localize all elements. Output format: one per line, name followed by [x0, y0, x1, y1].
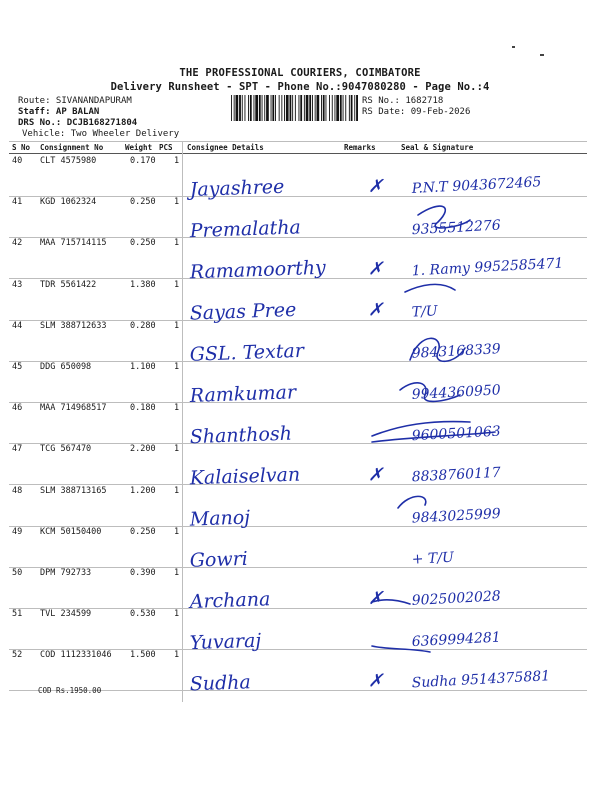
receiver-signature-phone: 9944360950	[411, 382, 502, 403]
row-sno: 49	[12, 526, 23, 537]
row-weight: 0.390	[130, 568, 156, 578]
receiver-signature-phone: T/U	[411, 303, 439, 321]
signature-scribble	[405, 284, 455, 292]
row-consignment-no: KGD 1062324	[40, 197, 97, 208]
receiver-signature-phone: Sudha 9514375881	[411, 668, 551, 692]
row-consignment-no: CLT 4575980	[40, 156, 97, 166]
drs-number: DRS No.: DCJB168271804	[18, 118, 138, 128]
route-label: Route: SIVANANDAPURAM	[18, 96, 132, 106]
row-pcs: 1	[174, 362, 180, 372]
row-consignment-no: SLM 388712633	[40, 320, 107, 331]
remark-mark: ✗	[368, 588, 384, 609]
col-pcs: PCS	[159, 143, 173, 152]
row-pcs: 1	[174, 238, 180, 249]
remark-mark: ✗	[368, 670, 384, 692]
row-weight: 1.380	[130, 279, 156, 290]
row-sno: 52	[12, 650, 23, 661]
col-remarks: Remarks	[344, 143, 376, 152]
remark-mark: ✗	[368, 176, 384, 197]
row-pcs: 1	[174, 609, 180, 620]
row-pcs: 1	[174, 526, 180, 537]
row-pcs: 1	[174, 444, 180, 455]
row-weight: 0.170	[130, 156, 156, 166]
rs-date: RS Date: 09-Feb-2026	[362, 107, 471, 117]
row-consignment-no: TDR 5561422	[40, 279, 97, 290]
receiver-signature-phone: P.N.T 9043672465	[411, 174, 542, 197]
runsheet-subtitle: Delivery Runsheet - SPT - Phone No.:9047080280 - Page No.:4	[110, 81, 490, 93]
col-seal-signature: Seal & Signature	[401, 143, 474, 152]
row-weight: 2.200	[130, 444, 156, 455]
row-sno: 43	[12, 279, 23, 290]
row-pcs: 1	[174, 156, 180, 166]
consignee-signature-name: Ramkumar	[189, 381, 297, 407]
receiver-signature-phone: 9843168339	[411, 341, 502, 362]
row-pcs: 1	[174, 485, 180, 496]
row-pcs: 1	[174, 403, 180, 414]
row-sno: 44	[12, 320, 23, 331]
signature-scribble	[398, 496, 426, 508]
row-consignment-no: TVL 234599	[40, 609, 92, 620]
remark-mark: ✗	[368, 464, 384, 486]
receiver-signature-phone: 9600501063	[411, 423, 502, 445]
row-sno: 41	[12, 197, 23, 208]
row-sno: 48	[12, 485, 23, 496]
remark-mark: ✗	[368, 299, 384, 321]
consignee-signature-name: Sudha	[189, 671, 252, 696]
col-weight: Weight	[125, 143, 153, 152]
row-sno: 40	[12, 156, 23, 166]
receiver-signature-phone: 8838760117	[411, 464, 502, 486]
consignee-signature-name: Ramamoorthy	[189, 256, 327, 284]
row-weight: 1.200	[130, 485, 156, 496]
consignee-signature-name: Archana	[189, 588, 271, 613]
row-sno: 51	[12, 609, 23, 620]
row-sno: 42	[12, 238, 23, 249]
row-consignment-no: DPM 792733	[40, 568, 92, 578]
row-consignment-no: MAA 715714115	[40, 238, 107, 249]
receiver-signature-phone: 1. Ramy 9952585471	[411, 255, 564, 280]
rs-number: RS No.: 1682718	[362, 96, 444, 106]
receiver-signature-phone: 6369994281	[411, 629, 502, 651]
row-weight: 0.280	[130, 320, 156, 331]
company-title: THE PROFESSIONAL COURIERS, COIMBATORE	[179, 67, 421, 79]
consignee-signature-name: Premalatha	[189, 216, 302, 243]
col-consignment: Consignment No	[40, 143, 104, 152]
remark-mark: ✗	[368, 258, 384, 280]
receiver-signature-phone: 9025002028	[411, 588, 502, 609]
scan-specks	[500, 40, 560, 70]
row-weight: 0.180	[130, 403, 156, 414]
staff-label: Staff: AP BALAN	[18, 107, 100, 117]
col-consignee: Consignee Details	[187, 143, 264, 152]
row-sno: 45	[12, 362, 23, 372]
row-consignment-no: COD 1112331046	[40, 650, 112, 661]
receiver-signature-phone: 9355512276	[411, 217, 502, 239]
consignee-signature-name: Sayas Pree	[189, 298, 297, 325]
row-sno: 50	[12, 568, 23, 578]
row-weight: 0.530	[130, 609, 156, 620]
row-consignment-no: DDG 650098	[40, 362, 92, 372]
row-weight: 1.500	[130, 650, 156, 661]
row-pcs: 1	[174, 197, 180, 208]
consignee-signature-name: Kalaiselvan	[189, 463, 301, 490]
row-sno: 46	[12, 403, 23, 414]
row-pcs: 1	[174, 279, 180, 290]
row-consignment-no: MAA 714968517	[40, 403, 107, 414]
row-pcs: 1	[174, 650, 180, 661]
row-weight: 0.250	[130, 238, 156, 249]
row-pcs: 1	[174, 568, 180, 578]
col-sno: S No	[12, 143, 31, 152]
row-consignment-no: SLM 388713165	[40, 485, 107, 496]
row-weight: 0.250	[130, 526, 156, 537]
row-pcs: 1	[174, 320, 180, 331]
consignee-signature-name: Manoj	[189, 506, 251, 531]
vehicle-label: Vehicle: Two Wheeler Delivery	[22, 129, 180, 139]
consignee-signature-name: Gowri	[189, 547, 249, 572]
receiver-signature-phone: 9843025999	[411, 505, 502, 527]
consignee-signature-name: Shanthosh	[189, 422, 293, 449]
row-weight: 0.250	[130, 197, 156, 208]
row-consignment-no: KCM 50150400	[40, 526, 102, 537]
cod-amount: COD Rs.1950.00	[38, 686, 102, 695]
consignee-signature-name: GSL. Textar	[189, 339, 305, 366]
receiver-signature-phone: + T/U	[411, 549, 455, 568]
consignee-signature-name: Yuvaraj	[189, 629, 262, 655]
consignee-signature-name: Jayashree	[189, 175, 285, 201]
row-weight: 1.100	[130, 362, 156, 372]
row-consignment-no: TCG 567470	[40, 444, 92, 455]
row-sno: 47	[12, 444, 23, 455]
